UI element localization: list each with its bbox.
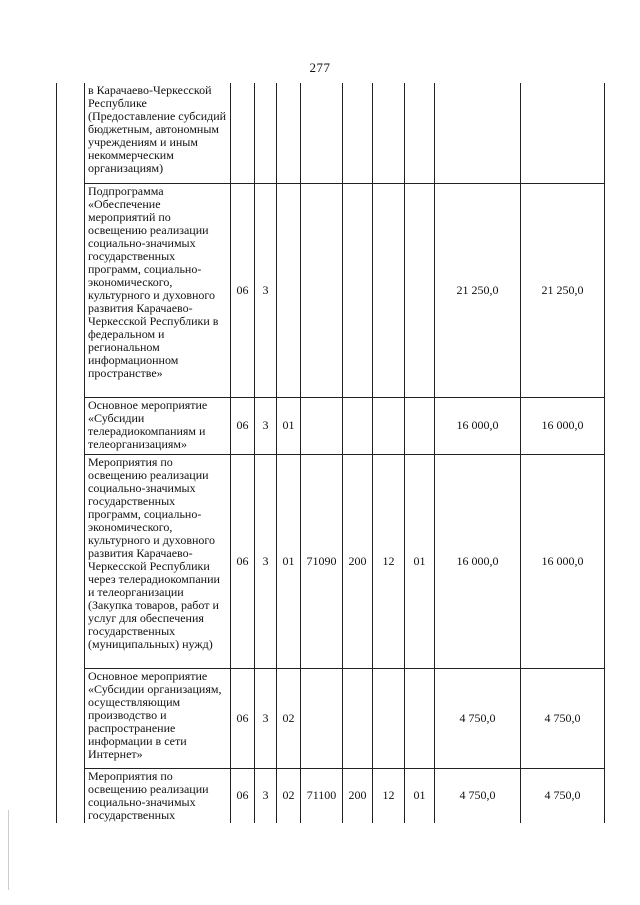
name-line: пространстве» [88, 365, 163, 380]
cell-index [57, 397, 85, 454]
table-row [57, 454, 605, 668]
name-line: региональном [88, 339, 160, 354]
cell-section: 12 [373, 768, 405, 823]
cell-amount-year-1: 4 750,0 [435, 668, 521, 768]
cell-program-code: 06 [231, 768, 255, 823]
cell-index [57, 83, 85, 183]
name-line: социально-значимых [88, 480, 196, 495]
cell-amount-year-1: 21 250,0 [435, 183, 521, 397]
name-line: освещению реализации [88, 467, 209, 482]
cell-program-code: 06 [231, 454, 255, 668]
name-line: государственных [88, 248, 176, 263]
cell-amount-year-2: 16 000,0 [521, 454, 605, 668]
name-line: экономического, [88, 519, 173, 534]
name-line: (Закупка товаров, работ и [88, 597, 219, 612]
table-row [57, 183, 605, 397]
cell-amount-year-2: 4 750,0 [521, 768, 605, 823]
name-line: распространение [88, 720, 176, 735]
name-line: Мероприятия по [88, 768, 173, 783]
table-row [57, 397, 605, 454]
cell-subprogram-code: 3 [255, 397, 277, 454]
cell-main-measure-code: 01 [277, 454, 301, 668]
cell-subsection: 01 [405, 768, 435, 823]
cell-amount-year-1 [435, 83, 521, 183]
name-line: (муниципальных) нужд) [88, 636, 213, 651]
scan-margin-line [8, 810, 9, 890]
name-line: Основное мероприятие [88, 668, 208, 683]
name-line: социально-значимых [88, 235, 196, 250]
cell-section [373, 397, 405, 454]
cell-name [85, 454, 231, 668]
cell-program-code: 06 [231, 397, 255, 454]
name-line: телеорганизациям» [88, 436, 187, 451]
cell-name [85, 83, 231, 183]
name-line: некоммерческим [88, 148, 174, 162]
name-line: Интернет» [88, 746, 143, 761]
cell-expense-type [343, 397, 373, 454]
name-line: экономического, [88, 274, 173, 289]
name-line: Основное мероприятие [88, 397, 208, 412]
cell-amount-year-2: 4 750,0 [521, 668, 605, 768]
name-line: через телерадиокомпании [88, 571, 220, 586]
cell-program-code: 06 [231, 668, 255, 768]
cell-main-measure-code: 01 [277, 397, 301, 454]
cell-subsection [405, 668, 435, 768]
name-line: программ, социально- [88, 261, 202, 276]
name-line: учреждениям и иным [88, 135, 198, 149]
cell-expense-type: 200 [343, 768, 373, 823]
cell-subprogram-code: 3 [255, 454, 277, 668]
cell-subprogram-code: 3 [255, 183, 277, 397]
cell-main-measure-code [277, 183, 301, 397]
table-row [57, 668, 605, 768]
name-line: (Предоставление субсидий [88, 109, 227, 123]
table-row [57, 768, 605, 823]
cell-expense-type [343, 183, 373, 397]
name-line: культурного и духовного [88, 532, 216, 547]
name-line: Черкесской Республики в [88, 313, 219, 328]
cell-subprogram-code: 3 [255, 668, 277, 768]
cell-subprogram-code [255, 83, 277, 183]
cell-amount-year-2 [521, 83, 605, 183]
name-line: информационном [88, 352, 179, 367]
cell-section [373, 668, 405, 768]
name-line: организациям) [88, 161, 164, 175]
page-number: 277 [309, 60, 331, 75]
cell-direction-code: 71090 [301, 454, 343, 668]
cell-direction-code [301, 183, 343, 397]
cell-main-measure-code: 02 [277, 768, 301, 823]
cell-index [57, 454, 85, 668]
cell-subsection [405, 83, 435, 183]
name-line: культурного и духовного [88, 287, 216, 302]
cell-direction-code [301, 83, 343, 183]
cell-name [85, 397, 231, 454]
cell-subsection [405, 183, 435, 397]
cell-program-code: 06 [231, 183, 255, 397]
cell-index [57, 768, 85, 823]
cell-main-measure-code [277, 83, 301, 183]
budget-table-body [57, 83, 605, 823]
cell-subprogram-code: 3 [255, 768, 277, 823]
name-line: услуг для обеспечения [88, 610, 204, 625]
name-line: освещению реализации [88, 781, 209, 796]
name-line: освещению реализации [88, 222, 209, 237]
table-row [57, 83, 605, 183]
name-line: бюджетным, автономным [88, 122, 219, 136]
cell-main-measure-code: 02 [277, 668, 301, 768]
name-line: Мероприятия по [88, 454, 173, 469]
cell-expense-type [343, 83, 373, 183]
name-line: государственных [88, 623, 176, 638]
cell-direction-code [301, 397, 343, 454]
cell-index [57, 183, 85, 397]
budget-table [56, 83, 605, 823]
name-line: Республике [88, 96, 147, 110]
cell-name [85, 768, 231, 823]
cell-program-code [231, 83, 255, 183]
cell-expense-type [343, 668, 373, 768]
cell-direction-code: 71100 [301, 768, 343, 823]
name-line: производство и [88, 707, 167, 722]
name-line: государственных [88, 807, 176, 822]
name-line: информации в сети [88, 733, 187, 748]
name-line: и телеорганизации [88, 584, 184, 599]
name-line: телерадиокомпаниям и [88, 423, 206, 438]
name-line: Подпрограмма [88, 183, 164, 198]
name-line: программ, социально- [88, 506, 202, 521]
cell-index [57, 668, 85, 768]
cell-name [85, 183, 231, 397]
cell-amount-year-2: 16 000,0 [521, 397, 605, 454]
cell-amount-year-2: 21 250,0 [521, 183, 605, 397]
name-line: «Обеспечение [88, 196, 161, 211]
name-line: Черкесской Республики [88, 558, 210, 573]
cell-amount-year-1: 4 750,0 [435, 768, 521, 823]
cell-section [373, 83, 405, 183]
name-line: развития Карачаево- [88, 545, 193, 560]
cell-subsection: 01 [405, 454, 435, 668]
name-line: «Субсидии организациям, [88, 681, 222, 696]
name-line: государственных [88, 493, 176, 508]
cell-name [85, 668, 231, 768]
cell-amount-year-1: 16 000,0 [435, 397, 521, 454]
cell-amount-year-1: 16 000,0 [435, 454, 521, 668]
name-line: развития Карачаево- [88, 300, 193, 315]
cell-section: 12 [373, 454, 405, 668]
name-line: федеральном и [88, 326, 165, 341]
name-line: «Субсидии [88, 410, 145, 425]
name-line: в Карачаево-Черкесской [88, 83, 212, 97]
name-line: мероприятий по [88, 209, 171, 224]
cell-direction-code [301, 668, 343, 768]
name-line: осуществляющим [88, 694, 181, 709]
cell-section [373, 183, 405, 397]
cell-subsection [405, 397, 435, 454]
cell-expense-type: 200 [343, 454, 373, 668]
name-line: социально-значимых [88, 794, 196, 809]
